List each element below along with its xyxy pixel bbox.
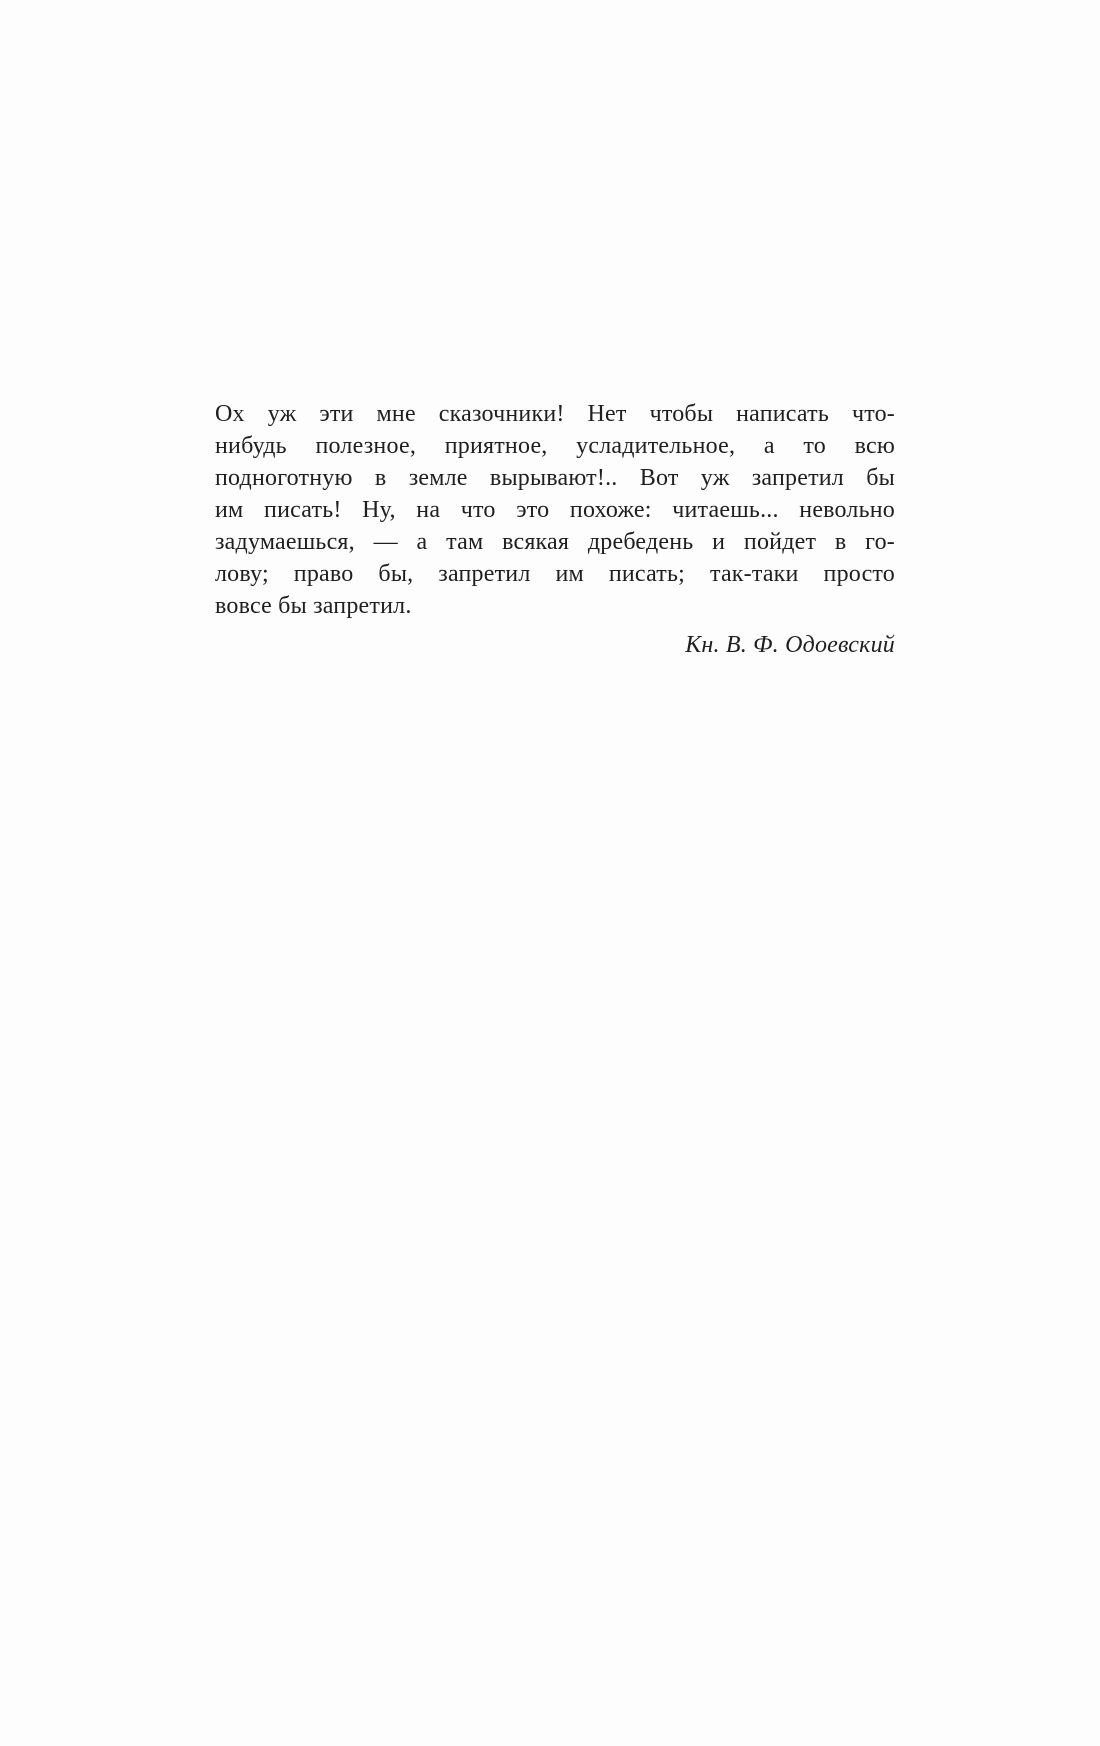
epigraph-line: нибудь полезное, приятное, усладительное, а то всю — [215, 433, 895, 459]
epigraph-line: вовсе бы запретил. — [215, 593, 412, 619]
epigraph-line: лову; право бы, запретил им писать; так-таки просто — [215, 561, 895, 587]
epigraph-line: Ох уж эти мне сказочники! Нет чтобы написать что- — [215, 401, 895, 427]
epigraph-line: им писать! Ну, на что это похоже: читаешь... невольно — [215, 497, 895, 523]
epigraph — [215, 398, 895, 661]
epigraph-line: подноготную в земле вырывают!.. Вот уж запретил бы — [215, 465, 895, 491]
epigraph-line: задумаешься, — а там всякая дребедень и пойдет в го- — [215, 529, 895, 555]
epigraph-attribution: Кн. В. Ф. Одоевский — [685, 632, 895, 658]
